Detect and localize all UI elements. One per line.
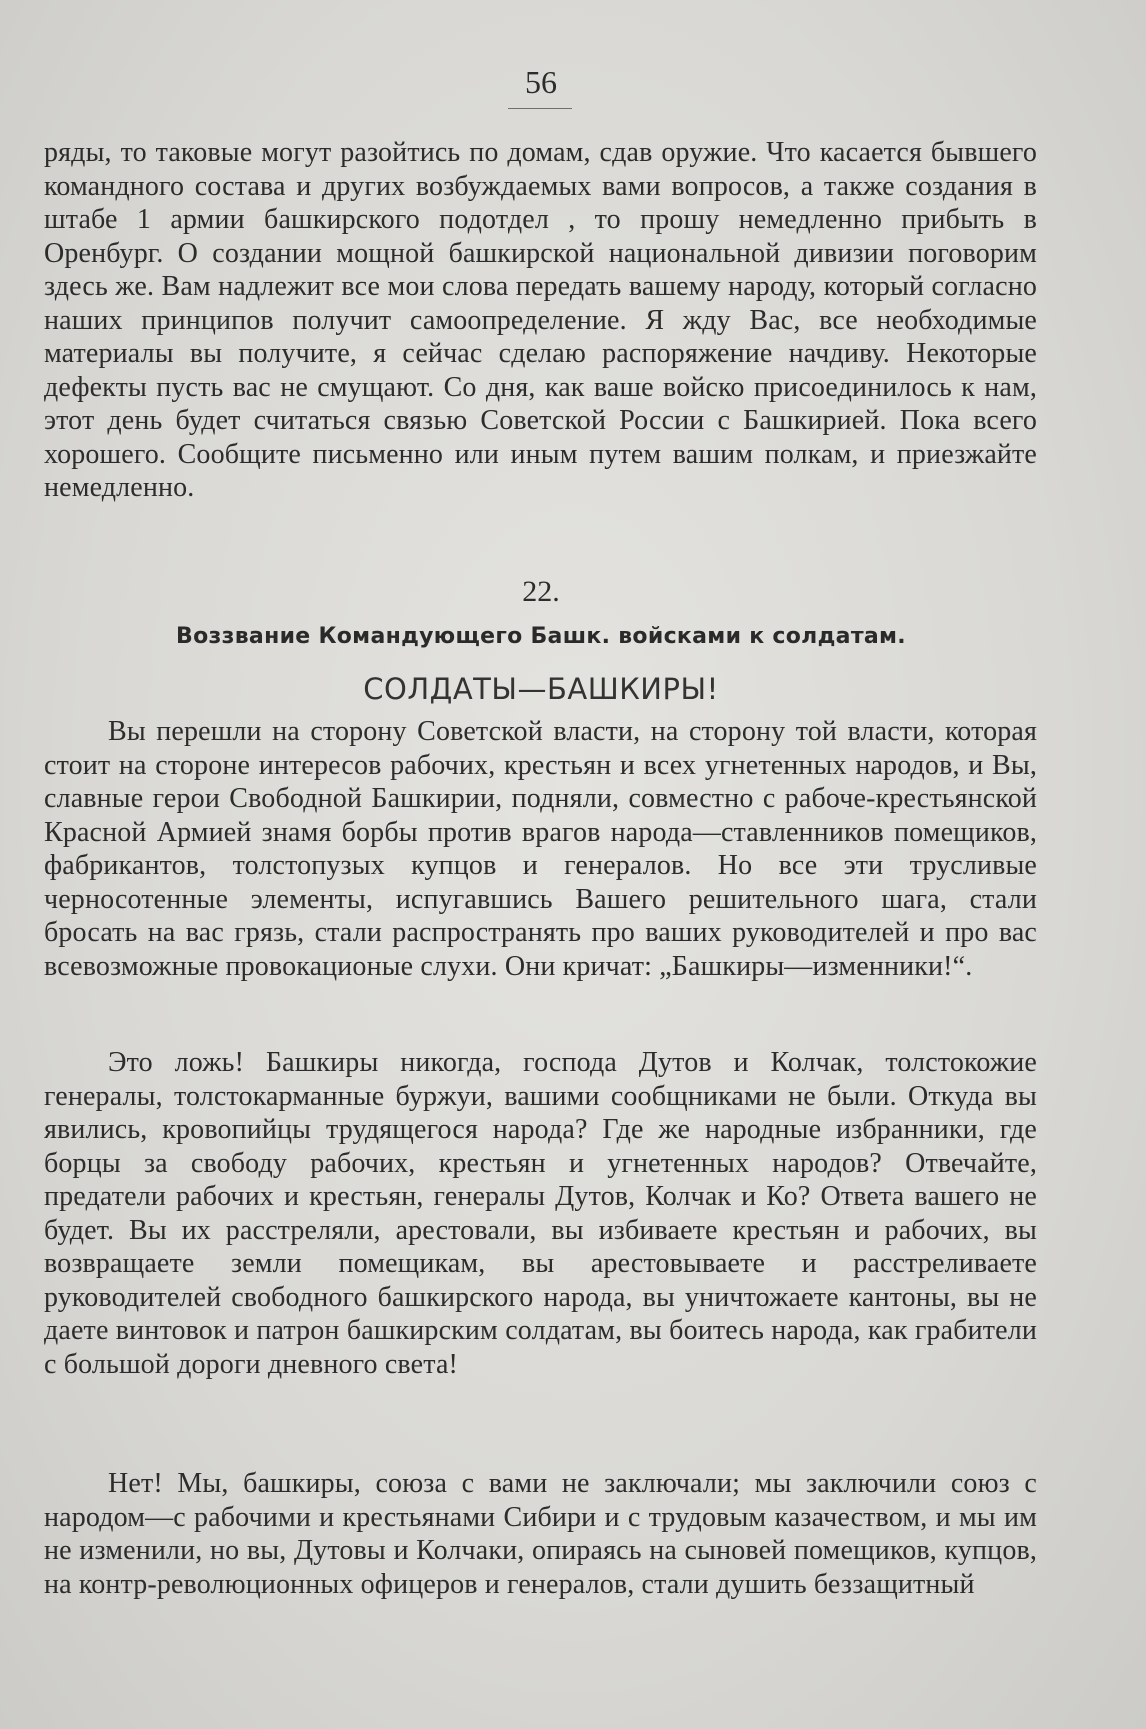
body-paragraph: Это ложь! Башкиры никогда, господа Дутов и Колчак, толстокожие генералы, толстокарманные буржуи, вашими сообщниками не были. Откуда вы явились, кровопийцы трудящегося народа? Где же народные избранники, где борцы за свободу рабочих, крестьян и угнетенных народов? Отвечайте, предатели рабочих и крестьян, генералы Дутов, Колчак и Ко? Ответа вашего не будет. Вы их расстреляли, арестовали, вы избиваете крестьян и рабочих, вы возвращаете земли помещикам, вы арестовываете и расстреливаете руководителей свободного башкирского народа, вы уничтожаете кантоны, вы не даете винтовок и патрон башкирским солдатам, вы боитесь народа, как грабители с большой дороги дневного света! xyxy=(44,1047,1037,1380)
page-number-rule xyxy=(508,108,572,109)
document-number: 22. xyxy=(522,575,560,608)
document-subheading: СОЛДАТЫ—БАШКИРЫ! xyxy=(363,672,719,706)
body-paragraph: Нет! Мы, башкиры, союза с вами не заключали; мы заключили союз с народом—с рабочими и крестьянами Сибири и с трудовым казачеством, и мы им не изменили, но вы, Дутовы и Колчаки, опираясь на сыновей помещиков, купцов, на контр-революционных офицеров и генералов, стали душить беззащитный xyxy=(44,1468,1037,1600)
document-heading: Воззвание Командующего Башк. войсками к солдатам. xyxy=(176,624,906,649)
page-number: 56 xyxy=(525,64,557,100)
body-paragraph: Вы перешли на сторону Советской власти, на сторону той власти, которая стоит на стороне интересов рабочих, крестьян и всех угнетенных народов, и Вы, славные герои Свободной Башкирии, подняли, совместно с рабоче-крестьянской Красной Армией знамя борбы против врагов народа—ставленников помещиков, фабрикантов, толстопузых купцов и генералов. Но все эти трусливые черносотенные элементы, испугавшись Вашего решительного шага, стали бросать на вас грязь, стали распространять про ваших руководителей и про вас всевозможные провокационые слухи. Они кричат: „Башкиры—изменники!“. xyxy=(44,716,1037,982)
intro-paragraph: ряды, то таковые могут разойтись по домам, сдав оружие. Что касается бывшего командного состава и других возбуждаемых вами вопросов, а также создания в штабе 1 армии башкирского подотдел , то прошу немедленно прибыть в Оренбург. О создании мощной башкирской национальной дивизии поговорим здесь же. Вам надлежит все мои слова передать вашему народу, который согласно наших принципов получит самоопределение. Я жду Вас, все необходимые материалы вы получите, я сейчас сделаю распоряжение начдиву. Некоторые дефекты пусть вас не смущают. Со дня, как ваше войско присоединилось к нам, этот день будет считаться связью Советской России с Башкирией. Пока всего хорошего. Сообщите письменно или иным путем вашим полкам, и приезжайте немедленно. xyxy=(44,137,1037,503)
